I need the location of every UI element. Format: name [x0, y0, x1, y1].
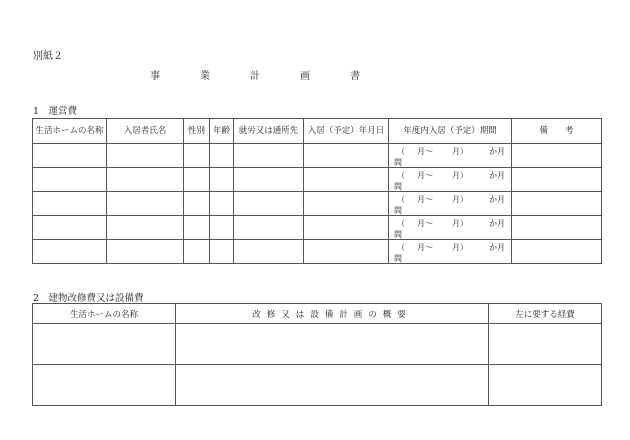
col-period: 年度内入居（予定）期間 — [389, 119, 512, 144]
period-months: か月 — [489, 147, 505, 156]
table-cell[interactable] — [184, 240, 210, 264]
period-open: （ — [397, 219, 405, 228]
title-char-1: 事 — [150, 71, 160, 82]
period-cell[interactable] — [389, 240, 512, 264]
table-cell[interactable] — [489, 365, 602, 406]
period-cell[interactable] — [389, 168, 512, 192]
period-month-to: 月） — [452, 195, 468, 204]
table-cell[interactable] — [184, 144, 210, 168]
period-months: か月 — [489, 243, 505, 252]
table-cell[interactable] — [512, 168, 602, 192]
period-open: （ — [397, 195, 405, 204]
table-cell[interactable] — [107, 216, 184, 240]
table-row — [33, 216, 602, 240]
period-unit-tail: 間 — [394, 158, 402, 167]
period-unit-tail: 間 — [394, 254, 402, 263]
table-cell[interactable] — [210, 168, 234, 192]
period-unit-tail: 間 — [394, 182, 402, 191]
table-cell[interactable] — [234, 168, 304, 192]
table-cell[interactable] — [304, 144, 389, 168]
period-months: か月 — [489, 171, 505, 180]
table-cell[interactable] — [184, 168, 210, 192]
table-cell[interactable] — [512, 144, 602, 168]
table-cell[interactable] — [234, 192, 304, 216]
period-month-to: 月） — [452, 243, 468, 252]
table-cell[interactable] — [33, 324, 176, 365]
period-months: か月 — [489, 195, 505, 204]
title-char-4: 画 — [300, 71, 310, 82]
col-resident-name: 入居者氏名 — [107, 119, 184, 144]
table-cell[interactable] — [234, 216, 304, 240]
period-month-from: 月～ — [417, 195, 433, 204]
col-home-name: 生活ホームの名称 — [33, 304, 176, 324]
period-unit-tail: 間 — [394, 206, 402, 215]
renovation-cost-table — [32, 303, 602, 406]
table-row — [33, 240, 602, 264]
table-cell[interactable] — [107, 168, 184, 192]
col-home-name: 生活ホームの名称 — [33, 119, 107, 144]
table-cell[interactable] — [33, 144, 107, 168]
table-cell[interactable] — [304, 192, 389, 216]
period-month-to: 月） — [452, 219, 468, 228]
table-cell[interactable] — [512, 240, 602, 264]
table-cell[interactable] — [210, 192, 234, 216]
table-cell[interactable] — [107, 192, 184, 216]
table-cell[interactable] — [210, 240, 234, 264]
section-1-heading: 1 運営費 — [33, 106, 78, 117]
period-month-from: 月～ — [417, 243, 433, 252]
table-cell[interactable] — [33, 240, 107, 264]
table-cell[interactable] — [304, 168, 389, 192]
table-cell[interactable] — [210, 144, 234, 168]
table-header-row — [33, 119, 602, 144]
table-cell[interactable] — [184, 216, 210, 240]
table-cell[interactable] — [107, 240, 184, 264]
period-month-to: 月） — [452, 147, 468, 156]
col-workplace: 就労又は通所先 — [234, 119, 304, 144]
table-cell[interactable] — [33, 192, 107, 216]
table-cell[interactable] — [489, 324, 602, 365]
col-required-cost: 左に要する経費 — [489, 304, 602, 324]
table-cell[interactable] — [512, 216, 602, 240]
period-cell[interactable] — [389, 144, 512, 168]
col-plan-overview: 改修又は設備計画の概要 — [176, 304, 489, 324]
col-gender: 性別 — [184, 119, 210, 144]
annex-label: 別紙２ — [33, 51, 63, 62]
col-remarks: 備 考 — [512, 119, 602, 144]
period-months: か月 — [489, 219, 505, 228]
table-cell[interactable] — [304, 240, 389, 264]
table-cell[interactable] — [234, 240, 304, 264]
table-row — [33, 365, 602, 406]
period-month-to: 月） — [452, 171, 468, 180]
period-open: （ — [397, 243, 405, 252]
table-row — [33, 192, 602, 216]
table-cell[interactable] — [512, 192, 602, 216]
section-2-heading: 2 建物改修費又は設備費 — [33, 293, 144, 304]
col-age: 年齢 — [210, 119, 234, 144]
period-cell[interactable] — [389, 192, 512, 216]
table-cell[interactable] — [176, 324, 489, 365]
col-move-in-date: 入居（予定）年月日 — [304, 119, 389, 144]
period-month-from: 月～ — [417, 147, 433, 156]
document-title — [150, 67, 360, 82]
table-row — [33, 144, 602, 168]
operating-cost-table — [32, 118, 602, 264]
table-cell[interactable] — [176, 365, 489, 406]
period-month-from: 月～ — [417, 171, 433, 180]
table-cell[interactable] — [304, 216, 389, 240]
period-cell[interactable] — [389, 216, 512, 240]
table-cell[interactable] — [107, 144, 184, 168]
table-cell[interactable] — [33, 216, 107, 240]
period-month-from: 月～ — [417, 219, 433, 228]
title-char-2: 業 — [200, 71, 210, 82]
period-unit-tail: 間 — [394, 230, 402, 239]
table-cell[interactable] — [33, 365, 176, 406]
title-char-5: 書 — [350, 71, 360, 82]
period-open: （ — [397, 171, 405, 180]
table-header-row — [33, 304, 602, 324]
table-cell[interactable] — [33, 168, 107, 192]
table-row — [33, 168, 602, 192]
table-cell[interactable] — [210, 216, 234, 240]
period-open: （ — [397, 147, 405, 156]
table-cell[interactable] — [184, 192, 210, 216]
table-row — [33, 324, 602, 365]
title-char-3: 計 — [250, 71, 260, 82]
table-cell[interactable] — [234, 144, 304, 168]
